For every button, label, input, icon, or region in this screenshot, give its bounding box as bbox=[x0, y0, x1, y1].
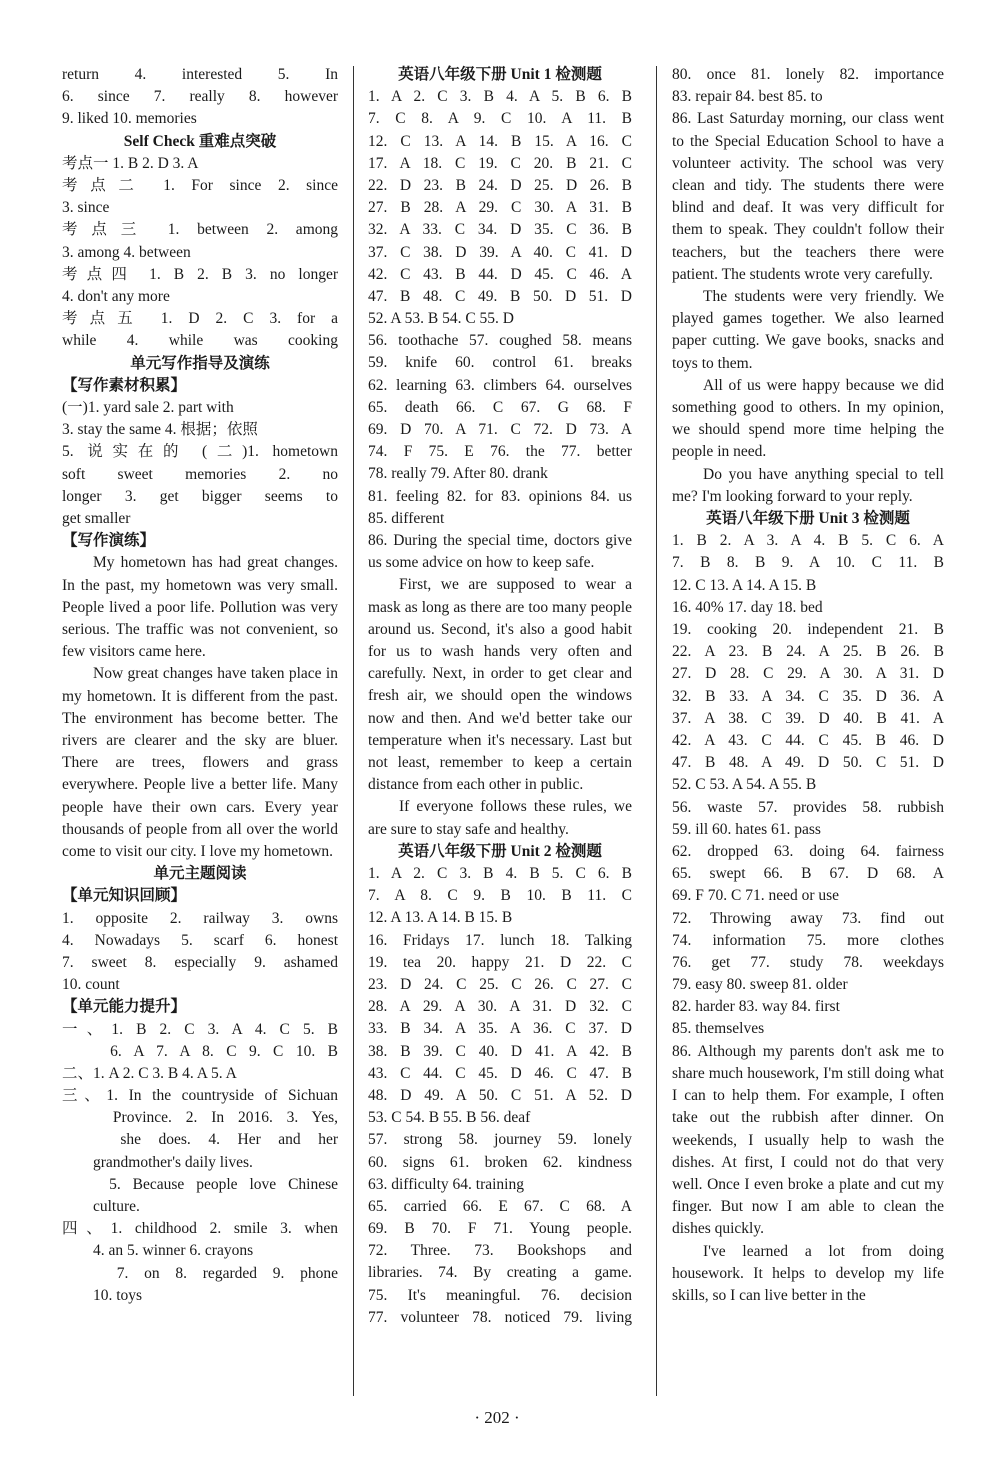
answer-line: 7. A 8. C 9. B 10. B 11. C bbox=[368, 887, 632, 905]
answer-line: 23. D 24. C 25. C 26. C 27. C bbox=[368, 976, 632, 993]
answer-line: 60. signs 61. broken 62. kindness bbox=[368, 1153, 632, 1171]
answer-line: Province. 2. In 2016. 3. Yes, bbox=[62, 1109, 338, 1127]
answer-line: return 4. interested 5. In bbox=[62, 66, 338, 83]
column-3 bbox=[672, 64, 944, 1307]
section-heading: 英语八年级下册 Unit 1 检测题 bbox=[398, 66, 602, 83]
answer-line: 27. B 28. A 29. C 30. A 31. B bbox=[368, 199, 632, 217]
answer-line: 86. Last Saturday morning, our class went to the Special Education School to have a volunteer activity. The school was very clean and tidy. The students there were blind and deaf. It was very difficult for them to speak. They couldn't follow their teachers, but the teachers there were patient. The students wrote very carefully. bbox=[672, 110, 944, 283]
section-heading: Self Check 重难点突破 bbox=[123, 132, 277, 150]
answer-line: get smaller bbox=[62, 509, 131, 527]
section-heading: 单元主题阅读 bbox=[153, 865, 247, 883]
answer-line: 22. A 23. B 24. A 25. B 26. B bbox=[672, 643, 944, 661]
answer-line: All of us were happy because we did something good to others. In my opinion, we should spend more time helping the people in need. bbox=[672, 376, 944, 461]
column-divider-1 bbox=[353, 66, 354, 1396]
answer-line: 4. don't any more bbox=[62, 287, 170, 305]
answer-line: 69. B 70. F 71. Young people. bbox=[368, 1220, 632, 1238]
answer-line: 10. count bbox=[62, 976, 120, 994]
answer-line: Now great changes have taken place in my hometown. It is different from the past. The environment has become better. The rivers are clearer and the sky are bluer. There are trees, flowers and grass everywhere. People live a better life. Many people have their own cars. Every year thousands of people from all over the world come to visit our city. I love my hometown. bbox=[62, 665, 338, 860]
answer-line: 5. Because people love Chinese bbox=[62, 1175, 338, 1193]
answer-line: 1. opposite 2. railway 3. owns bbox=[62, 909, 338, 927]
answer-line: 7. B 8. B 9. A 10. C 11. B bbox=[672, 554, 944, 572]
answer-line: 7. sweet 8. especially 9. ashamed bbox=[62, 953, 338, 971]
answer-line: 59. ill 60. hates 61. pass bbox=[672, 820, 821, 838]
answer-line: 32. B 33. A 34. C 35. D 36. A bbox=[672, 687, 944, 705]
answer-line: culture. bbox=[62, 1198, 140, 1216]
answer-line: she does. 4. Her and her bbox=[62, 1131, 338, 1149]
answer-line: 42. A 43. C 44. C 45. B 46. D bbox=[672, 731, 944, 749]
section-heading: 英语八年级下册 Unit 3 检测题 bbox=[706, 510, 910, 528]
answer-line: 33. B 34. A 35. A 36. C 37. D bbox=[368, 1020, 632, 1038]
answer-line: 78. really 79. After 80. drank bbox=[368, 465, 548, 483]
answer-line: 75. It's meaningful. 76. decision bbox=[368, 1286, 632, 1304]
answer-line: 85. themselves bbox=[672, 1020, 765, 1038]
answer-line: 3. since bbox=[62, 199, 110, 217]
answer-line: 一、1. B 2. C 3. A 4. C 5. B bbox=[62, 1020, 338, 1038]
answer-line: 82. harder 83. way 84. first bbox=[672, 998, 840, 1016]
answer-line: 6. since 7. really 8. however bbox=[62, 88, 338, 106]
answer-line: 72. Throwing away 73. find out bbox=[672, 909, 944, 927]
answer-line: 4. an 5. winner 6. crayons bbox=[62, 1242, 254, 1260]
column-divider-2 bbox=[656, 66, 657, 1396]
answer-line: 79. easy 80. sweep 81. older bbox=[672, 976, 848, 994]
answer-line: The students were very friendly. We played games together. We also learned paper cutting. We gave books, snacks and toys to them. bbox=[672, 288, 944, 372]
answer-line: 19. tea 20. happy 21. D 22. C bbox=[368, 953, 632, 971]
answer-line: 三、1. In the countryside of Sichuan bbox=[62, 1087, 338, 1105]
answer-line: 37. C 38. D 39. A 40. C 41. D bbox=[368, 243, 632, 261]
column-1 bbox=[62, 64, 338, 1307]
answer-line: My hometown has had great changes. In the past, my hometown was very small. People lived a poor life. Pollution was very serious. The traffic was not convenient, so few visitors came here. bbox=[62, 554, 338, 661]
answer-line: 85. different bbox=[368, 509, 445, 527]
answer-line: 22. D 23. B 24. D 25. D 26. B bbox=[368, 176, 632, 194]
answer-line: 47. B 48. C 49. B 50. D 51. D bbox=[368, 287, 632, 305]
answer-line: 考点三 1. between 2. among bbox=[62, 221, 338, 239]
answer-line: 1. A 2. C 3. B 4. A 5. B 6. B bbox=[368, 88, 632, 106]
answer-line: 76. get 77. study 78. weekdays bbox=[672, 953, 944, 971]
answer-line: 86. Although my parents don't ask me to share much housework, I'm still doing what I can to help them. For example, I often take out the rubbish after dinner. On weekends, I usually help to wash the dishes. At first, I could not do that very well. Once I even broke a plate and cut my finger. But now I am able to clean the dishes quickly. bbox=[672, 1042, 944, 1238]
answer-line: 52. C 53. A 54. A 55. B bbox=[672, 776, 817, 794]
answer-line: while 4. while was cooking bbox=[62, 332, 338, 350]
answer-line: 16. Fridays 17. lunch 18. Talking bbox=[368, 931, 632, 949]
section-heading: 英语八年级下册 Unit 2 检测题 bbox=[398, 842, 602, 860]
answer-line: 72. Three. 73. Bookshops and bbox=[368, 1242, 632, 1260]
answer-line: 74. F 75. E 76. the 77. better bbox=[368, 443, 632, 461]
answer-line: 考点二 1. For since 2. since bbox=[62, 176, 338, 194]
answer-line: 3. among 4. between bbox=[62, 243, 191, 261]
answer-line: 37. A 38. C 39. D 40. B 41. A bbox=[672, 709, 944, 727]
answer-line: 59. knife 60. control 61. breaks bbox=[368, 354, 632, 372]
answer-line: 65. swept 66. B 67. D 68. A bbox=[672, 865, 944, 883]
answer-line: 12. C 13. A 14. B 15. A 16. C bbox=[368, 132, 632, 150]
answer-line: 四、1. childhood 2. smile 3. when bbox=[62, 1220, 338, 1238]
section-heading: 【写作素材积累】 bbox=[62, 376, 187, 394]
page-number: · 202 · bbox=[474, 1408, 520, 1427]
answer-line: soft sweet memories 2. no bbox=[62, 465, 338, 483]
answer-line: 1. B 2. A 3. A 4. B 5. C 6. A bbox=[672, 532, 944, 550]
answer-line: 43. C 44. C 45. D 46. C 47. B bbox=[368, 1064, 632, 1082]
answer-line: 9. liked 10. memories bbox=[62, 110, 197, 128]
answer-line: 83. repair 84. best 85. to bbox=[672, 88, 823, 106]
section-heading: 【写作演练】 bbox=[62, 532, 156, 550]
answer-line: 32. A 33. C 34. D 35. C 36. B bbox=[368, 221, 632, 239]
answer-line: 19. cooking 20. independent 21. B bbox=[672, 621, 944, 639]
answer-line: 65. carried 66. E 67. C 68. A bbox=[368, 1197, 632, 1215]
answer-line: 63. difficulty 64. training bbox=[368, 1175, 524, 1193]
answer-line: 53. C 54. B 55. B 56. deaf bbox=[368, 1109, 531, 1127]
answer-line: I've learned a lot from doing housework. It helps to develop my life skills, so I can live better in the bbox=[672, 1242, 944, 1304]
answer-line: 7. on 8. regarded 9. phone bbox=[62, 1264, 338, 1282]
section-heading: 【单元知识回顾】 bbox=[62, 887, 187, 905]
answer-line: 12. C 13. A 14. A 15. B bbox=[672, 576, 817, 594]
answer-line: Do you have anything special to tell me? I'm looking forward to your reply. bbox=[672, 465, 944, 505]
answer-line: First, we are supposed to wear a mask as long as there are too many people around us. Second, it's also a good habit for us to wash hands very often and carefully. Next, in order to get clear and fresh air, we should open the windows now and then. And we'd better take our temperature when it's necessary. Last but not least, remember to keep a certain distance from each other in public. bbox=[368, 576, 632, 794]
answer-line: 62. dropped 63. doing 64. fairness bbox=[672, 842, 944, 860]
answer-line: libraries. 74. By creating a game. bbox=[368, 1264, 632, 1282]
answer-line: 6. A 7. A 8. C 9. C 10. B bbox=[62, 1042, 338, 1060]
answer-line: If everyone follows these rules, we are sure to stay safe and healthy. bbox=[368, 798, 632, 838]
answer-line: 5. 说实在的 (二)1. hometown bbox=[62, 443, 338, 461]
answer-line: 1. A 2. C 3. B 4. B 5. C 6. B bbox=[368, 865, 632, 883]
answer-line: 考点五 1. D 2. C 3. for a bbox=[62, 310, 338, 328]
answer-line: 7. C 8. A 9. C 10. A 11. B bbox=[368, 110, 632, 128]
answer-line: 28. A 29. A 30. A 31. D 32. C bbox=[368, 998, 632, 1016]
answer-line: 56. toothache 57. coughed 58. means bbox=[368, 332, 632, 350]
answer-line: 4. Nowadays 5. scarf 6. honest bbox=[62, 931, 338, 949]
answer-line: 38. B 39. C 40. D 41. A 42. B bbox=[368, 1042, 632, 1060]
answer-line: 77. volunteer 78. noticed 79. living bbox=[368, 1308, 632, 1326]
answer-line: 考点一 1. B 2. D 3. A bbox=[62, 154, 199, 172]
answer-line: 17. A 18. C 19. C 20. B 21. C bbox=[368, 154, 632, 172]
answer-line: grandmother's daily lives. bbox=[62, 1153, 253, 1171]
answer-line: (一)1. yard sale 2. part with bbox=[62, 398, 234, 416]
answer-line: 62. learning 63. climbers 64. ourselves bbox=[368, 376, 632, 394]
answer-line: 65. death 66. C 67. G 68. F bbox=[368, 398, 632, 416]
answer-line: 27. D 28. C 29. A 30. A 31. D bbox=[672, 665, 944, 683]
answer-line: 3. stay the same 4. 根据；依照 bbox=[62, 421, 258, 439]
answer-line: longer 3. get bigger seems to bbox=[62, 487, 338, 505]
answer-line: 二、1. A 2. C 3. B 4. A 5. A bbox=[62, 1064, 237, 1082]
answer-line: 48. D 49. A 50. C 51. A 52. D bbox=[368, 1086, 632, 1104]
answer-line: 16. 40% 17. day 18. bed bbox=[672, 598, 823, 616]
answer-line: 81. feeling 82. for 83. opinions 84. us bbox=[368, 487, 632, 505]
answer-line: 80. once 81. lonely 82. importance bbox=[672, 66, 944, 83]
answer-line: 47. B 48. A 49. D 50. C 51. D bbox=[672, 754, 944, 772]
answer-line: 12. A 13. A 14. B 15. B bbox=[368, 909, 513, 927]
answer-line: 74. information 75. more clothes bbox=[672, 931, 944, 949]
answer-line: 57. strong 58. journey 59. lonely bbox=[368, 1131, 632, 1149]
answer-line: 69. F 70. C 71. need or use bbox=[672, 887, 840, 905]
column-2 bbox=[368, 64, 632, 1329]
answer-line: 42. C 43. B 44. D 45. C 46. A bbox=[368, 265, 632, 283]
section-heading: 单元写作指导及演练 bbox=[130, 354, 270, 372]
answer-line: 考点四 1. B 2. B 3. no longer bbox=[62, 265, 338, 283]
answer-line: 69. D 70. A 71. C 72. D 73. A bbox=[368, 421, 632, 439]
answer-line: 52. A 53. B 54. C 55. D bbox=[368, 310, 514, 328]
answer-line: 56. waste 57. provides 58. rubbish bbox=[672, 798, 944, 816]
section-heading: 【单元能力提升】 bbox=[62, 998, 187, 1016]
answer-line: 10. toys bbox=[62, 1286, 143, 1304]
answer-line: 86. During the special time, doctors give us some advice on how to keep safe. bbox=[368, 532, 632, 572]
